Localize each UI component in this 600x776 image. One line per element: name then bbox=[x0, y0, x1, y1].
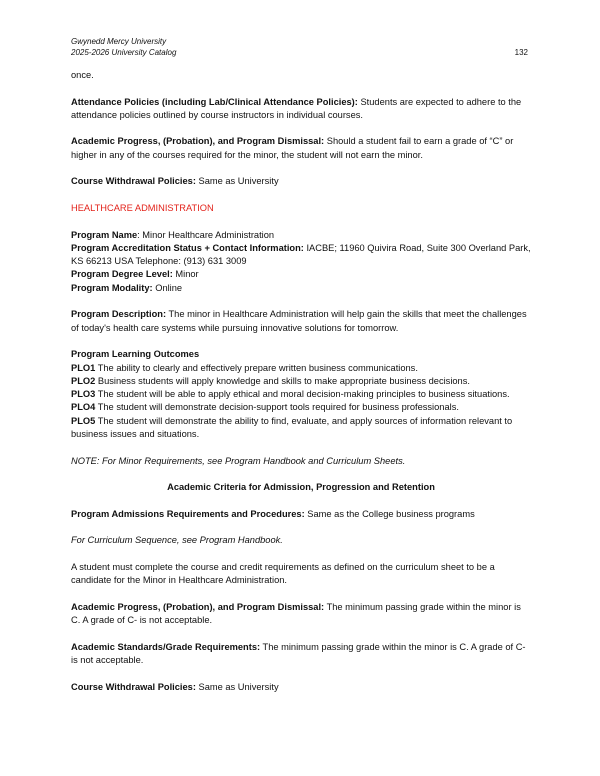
criteria-heading-text: Academic Criteria for Admission, Progression and Retention bbox=[167, 482, 435, 493]
outcome-code: PLO1 bbox=[71, 362, 96, 373]
degree-label: Program Degree Level: bbox=[71, 269, 173, 280]
section-title: HEALTHCARE ADMINISTRATION bbox=[71, 202, 214, 213]
program-degree-level bbox=[71, 268, 531, 281]
accreditation-text: IACBE; 11960 Quivira Road, Suite 300 Overland Park, KS 66213 USA Telephone: (913) 631 3009 bbox=[71, 242, 531, 267]
description-label: Program Description: bbox=[71, 309, 167, 320]
minor-requirements-note: NOTE: For Minor Requirements, see Program Handbook and Curriculum Sheets. bbox=[71, 455, 406, 466]
continuation-text: once. bbox=[71, 70, 94, 80]
outcome-code: PLO3 bbox=[71, 389, 96, 400]
outcome-code: PLO5 bbox=[71, 415, 96, 426]
page-body bbox=[71, 69, 531, 707]
criteria-withdrawal-label: Course Withdrawal Policies: bbox=[71, 681, 196, 692]
outcome-item bbox=[71, 375, 531, 388]
outcome-code: PLO4 bbox=[71, 402, 96, 413]
criteria-withdrawal-text: Same as University bbox=[195, 681, 279, 692]
standards-text: The minimum passing grade within the minor is C. A grade of C- is not acceptable. bbox=[71, 641, 526, 666]
candidate-requirements: A student must complete the course and credit requirements as defined on the curriculum sheet to be a candidate for the Minor in Healthcare Administration. bbox=[71, 561, 495, 586]
outcome-item bbox=[71, 401, 531, 414]
grade-requirements bbox=[71, 641, 531, 668]
academic-progress-policy bbox=[71, 135, 531, 162]
withdrawal-policy bbox=[71, 175, 531, 188]
program-name-text: : Minor Healthcare Administration bbox=[137, 229, 275, 240]
degree-text: Minor bbox=[172, 269, 199, 280]
outcomes-heading bbox=[71, 348, 531, 361]
modality-text: Online bbox=[152, 282, 183, 293]
attendance-label: Attendance Policies (including Lab/Clinical Attendance Policies): bbox=[71, 96, 358, 107]
outcome-text: The student will demonstrate decision-support tools required for business professionals. bbox=[95, 402, 459, 413]
attendance-policy bbox=[71, 96, 531, 123]
progress-text: Should a student fail to earn a grade of “C” or higher in any of the courses required for the minor, the student will not earn the minor. bbox=[71, 136, 514, 160]
standards-label: Academic Standards/Grade Requirements: bbox=[71, 641, 261, 652]
header-university: Gwynedd Mercy University bbox=[71, 37, 167, 46]
progress-label: Academic Progress, (Probation), and Program Dismissal: bbox=[71, 136, 325, 147]
program-accreditation bbox=[71, 242, 531, 269]
outcome-text: The ability to clearly and effectively prepare written business communications. bbox=[95, 362, 418, 373]
criteria-progress-text: The minimum passing grade within the minor is C. A grade of C- is not acceptable. bbox=[71, 601, 521, 626]
outcome-item bbox=[71, 388, 531, 401]
admissions-text: Same as the College business programs bbox=[304, 508, 475, 519]
outcome-code: PLO2 bbox=[71, 375, 96, 386]
outcomes-heading-text: Program Learning Outcomes bbox=[71, 349, 200, 360]
header-catalog: 2025-2026 University Catalog bbox=[71, 48, 177, 57]
description-text: The minor in Healthcare Administration will help gain the skills that meet the challenges of today's health care systems while pursuing innovative solutions for tomorrow. bbox=[71, 309, 527, 333]
page-number: 132 bbox=[514, 48, 528, 57]
criteria-heading bbox=[71, 481, 531, 494]
withdrawal-text: Same as University bbox=[195, 176, 279, 187]
program-modality bbox=[71, 282, 531, 295]
withdrawal-label: Course Withdrawal Policies: bbox=[71, 176, 196, 187]
program-name-label: Program Name bbox=[71, 229, 138, 240]
outcome-text: The student will be able to apply ethical and moral decision-making principles to business situations. bbox=[95, 389, 510, 400]
outcome-item bbox=[71, 415, 531, 442]
admissions-requirements bbox=[71, 508, 531, 521]
criteria-withdrawal-policy bbox=[71, 681, 531, 694]
criteria-progress-label: Academic Progress, (Probation), and Program Dismissal: bbox=[71, 601, 325, 612]
modality-label: Program Modality: bbox=[71, 282, 153, 293]
outcome-text: The student will demonstrate the ability to find, evaluate, and apply sources of information relevant to business issues and situations. bbox=[71, 415, 513, 440]
curriculum-sequence-note: For Curriculum Sequence, see Program Handbook. bbox=[71, 535, 283, 546]
outcome-item bbox=[71, 362, 531, 375]
admissions-label: Program Admissions Requirements and Procedures: bbox=[71, 508, 305, 519]
criteria-academic-progress bbox=[71, 601, 531, 628]
running-header bbox=[71, 36, 176, 58]
attendance-text: Students are expected to adhere to the attendance policies outlined by course instructors in individual courses. bbox=[71, 96, 522, 120]
program-description bbox=[71, 308, 531, 335]
program-name bbox=[71, 229, 531, 242]
outcome-text: Business students will apply knowledge and skills to make appropriate business decisions. bbox=[95, 375, 470, 386]
accreditation-label: Program Accreditation Status + Contact Information: bbox=[71, 242, 304, 253]
